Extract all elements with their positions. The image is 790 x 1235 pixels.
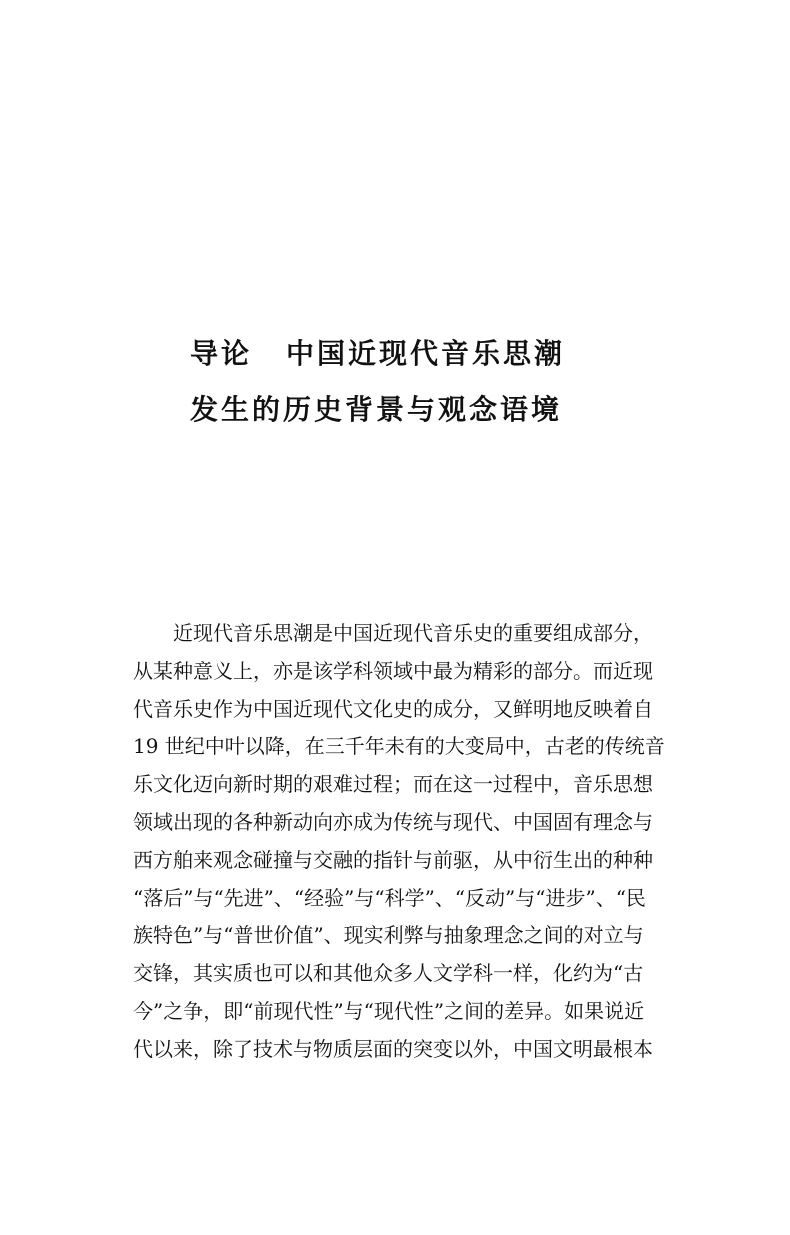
body-line: 今”之争，即“前现代性”与“现代性”之间的差异。如果说近 (133, 998, 645, 1023)
chapter-title-text-2: 发生的历史背景与观念语境 (190, 393, 563, 426)
body-line: 领域出现的各种新动向亦成为传统与现代、中国固有理念与 (133, 809, 653, 834)
body-line: 西方舶来观念碰撞与交融的指针与前驱，从中衍生出的种种 (133, 847, 653, 872)
body-line: 代以来，除了技术与物质层面的突变以外，中国文明最根本 (133, 1036, 653, 1061)
chapter-title-line-1 (190, 334, 610, 374)
body-line: 乐文化迈向新时期的艰难过程；而在这一过程中，音乐思想 (133, 772, 653, 797)
chapter-title (190, 334, 610, 430)
body-paragraph (133, 615, 665, 1069)
chapter-title-text-1: 中国近现代音乐思潮 (286, 337, 566, 370)
chapter-label: 导论 (190, 337, 253, 370)
body-line: 近现代音乐思潮是中国近现代音乐史的重要组成部分， (173, 621, 653, 645)
body-line: 交锋，其实质也可以和其他众多人文学科一样，化约为“古 (133, 961, 644, 986)
body-line: 从某种意义上，亦是该学科领域中最为精彩的部分。而近现 (133, 658, 653, 683)
body-line: 代音乐史作为中国近现代文化史的成分，又鲜明地反映着自 (133, 696, 653, 721)
body-line: “落后”与“先进”、“经验”与“科学”、“反动”与“进步”、“民 (133, 885, 646, 910)
body-line: 族特色”与“普世价值”、现实利弊与抽象理念之间的对立与 (133, 923, 644, 948)
chapter-title-line-2 (190, 390, 610, 430)
body-line: 19 世纪中叶以降，在三千年未有的大变局中，古老的传统音 (133, 734, 665, 759)
